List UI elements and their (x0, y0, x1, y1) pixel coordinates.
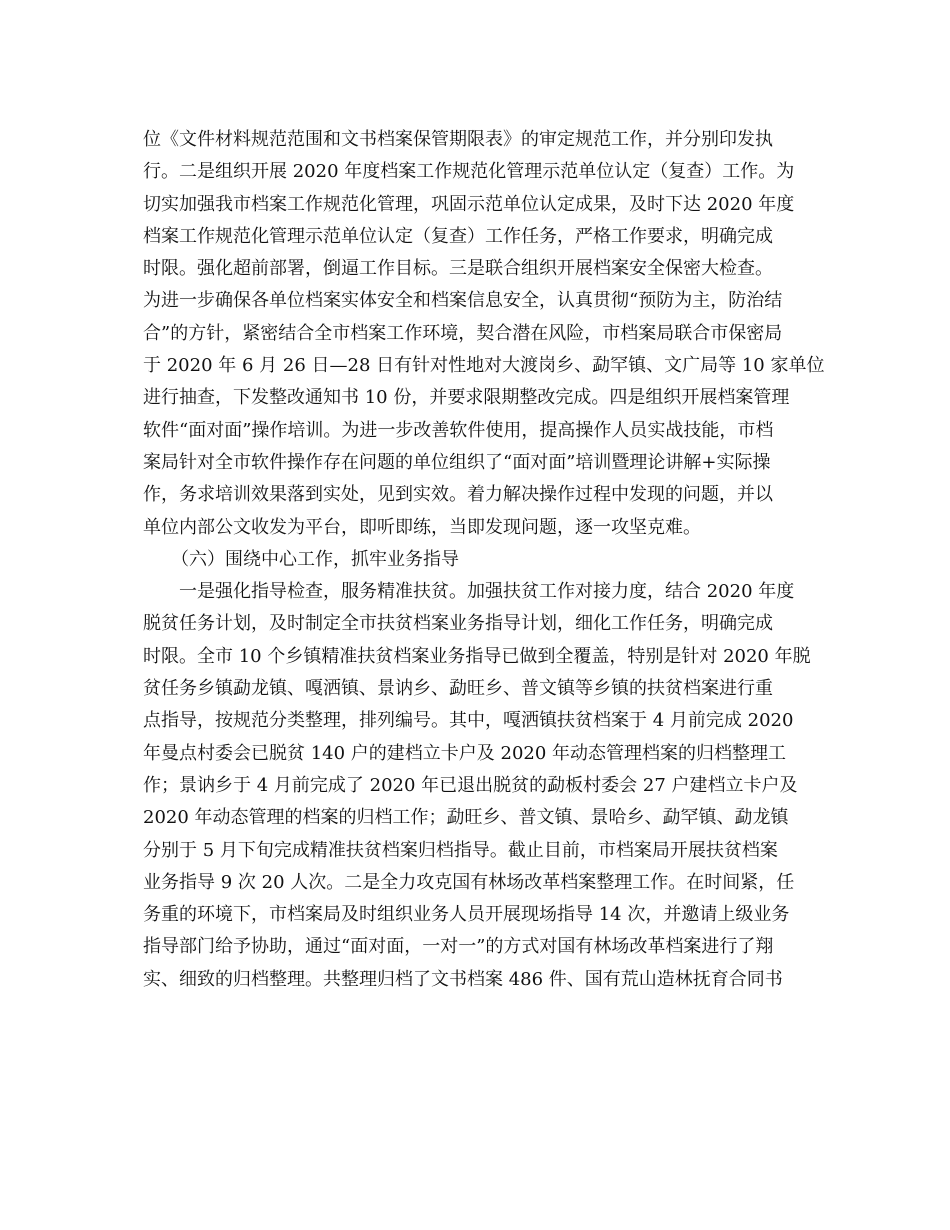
text-line: 点指导，按规范分类整理，排列编号。其中，嘎洒镇扶贫档案于 4 月前完成 2020 (143, 710, 794, 732)
text-line: 务重的环境下，市档案局及时组织业务人员开展现场指导 14 次，并邀请上级业务 (143, 904, 790, 926)
text-line: 进行抽查，下发整改通知书 10 份，并要求限期整改完成。四是组织开展档案管理 (143, 387, 790, 409)
text-line: 实、细致的归档整理。共整理归档了文书档案 486 件、国有荒山造林抚育合同书 (143, 968, 783, 990)
text-line: 2020 年动态管理的档案的归档工作；勐旺乡、普文镇、景哈乡、勐罕镇、勐龙镇 (143, 807, 789, 829)
text-line: 分别于 5 月下旬完成精准扶贫档案归档指导。截止目前，市档案局开展扶贫档案 (143, 839, 778, 861)
text-line: 行。二是组织开展 2020 年度档案工作规范化管理示范单位认定（复查）工作。为 (143, 161, 795, 183)
text-line: 指导部门给予协助，通过“面对面，一对一”的方式对国有林场改革档案进行了翔 (143, 936, 774, 958)
text-line: 合”的方针，紧密结合全市档案工作环境，契合潜在风险，市档案局联合市保密局 (143, 322, 783, 344)
text-line: 年曼点村委会已脱贫 140 户的建档立卡户及 2020 年动态管理档案的归档整理工 (143, 742, 787, 764)
text-line: 档案工作规范化管理示范单位认定（复查）工作任务，严格工作要求，明确完成 (143, 225, 773, 247)
text-line: 切实加强我市档案工作规范化管理，巩固示范单位认定成果，及时下达 2020 年度 (143, 193, 795, 215)
text-line: 一是强化指导检查，服务精准扶贫。加强扶贫工作对接力度，结合 2020 年度 (179, 581, 795, 603)
text-line: 单位内部公文收发为平台，即听即练，当即发现问题，逐一攻坚克难。 (143, 516, 701, 538)
text-line: 为进一步确保各单位档案实体安全和档案信息安全，认真贯彻“预防为主，防治结 (143, 290, 783, 312)
text-line: 贫任务乡镇勐龙镇、嘎洒镇、景讷乡、勐旺乡、普文镇等乡镇的扶贫档案进行重 (143, 678, 773, 700)
text-line: 作；景讷乡于 4 月前完成了 2020 年已退出脱贫的勐板村委会 27 户建档立卡户及 (143, 774, 798, 796)
text-line: 时限。全市 10 个乡镇精准扶贫档案业务指导已做到全覆盖，特别是针对 2020 年脱 (143, 645, 811, 667)
text-line: 软件“面对面”操作培训。为进一步改善软件使用，提高操作人员实战技能，市档 (143, 419, 774, 441)
text-line: 位《文件材料规范范围和文书档案保管期限表》的审定规范工作，并分别印发执 (143, 129, 773, 150)
text-line: 时限。强化超前部署，倒逼工作目标。三是联合组织开展档案安全保密大检查。 (143, 258, 773, 280)
section-heading: （六）围绕中心工作，抓牢业务指导 (171, 548, 459, 570)
text-line: 业务指导 9 次 20 人次。二是全力攻克国有林场改革档案整理工作。在时间紧，任 (143, 871, 795, 893)
text-line: 作，务求培训效果落到实处，见到实效。着力解决操作过程中发现的问题，并以 (143, 484, 773, 506)
body-text (143, 124, 825, 996)
text-line: 于 2020 年 6 月 26 日—28 日有针对性地对大渡岗乡、勐罕镇、文广局等 10 家单位 (143, 355, 825, 377)
text-line: 案局针对全市软件操作存在问题的单位组织了“面对面”培训暨理论讲解+实际操 (143, 451, 771, 473)
text-line: 脱贫任务计划，及时制定全市扶贫档案业务指导计划，细化工作任务，明确完成 (143, 613, 773, 635)
